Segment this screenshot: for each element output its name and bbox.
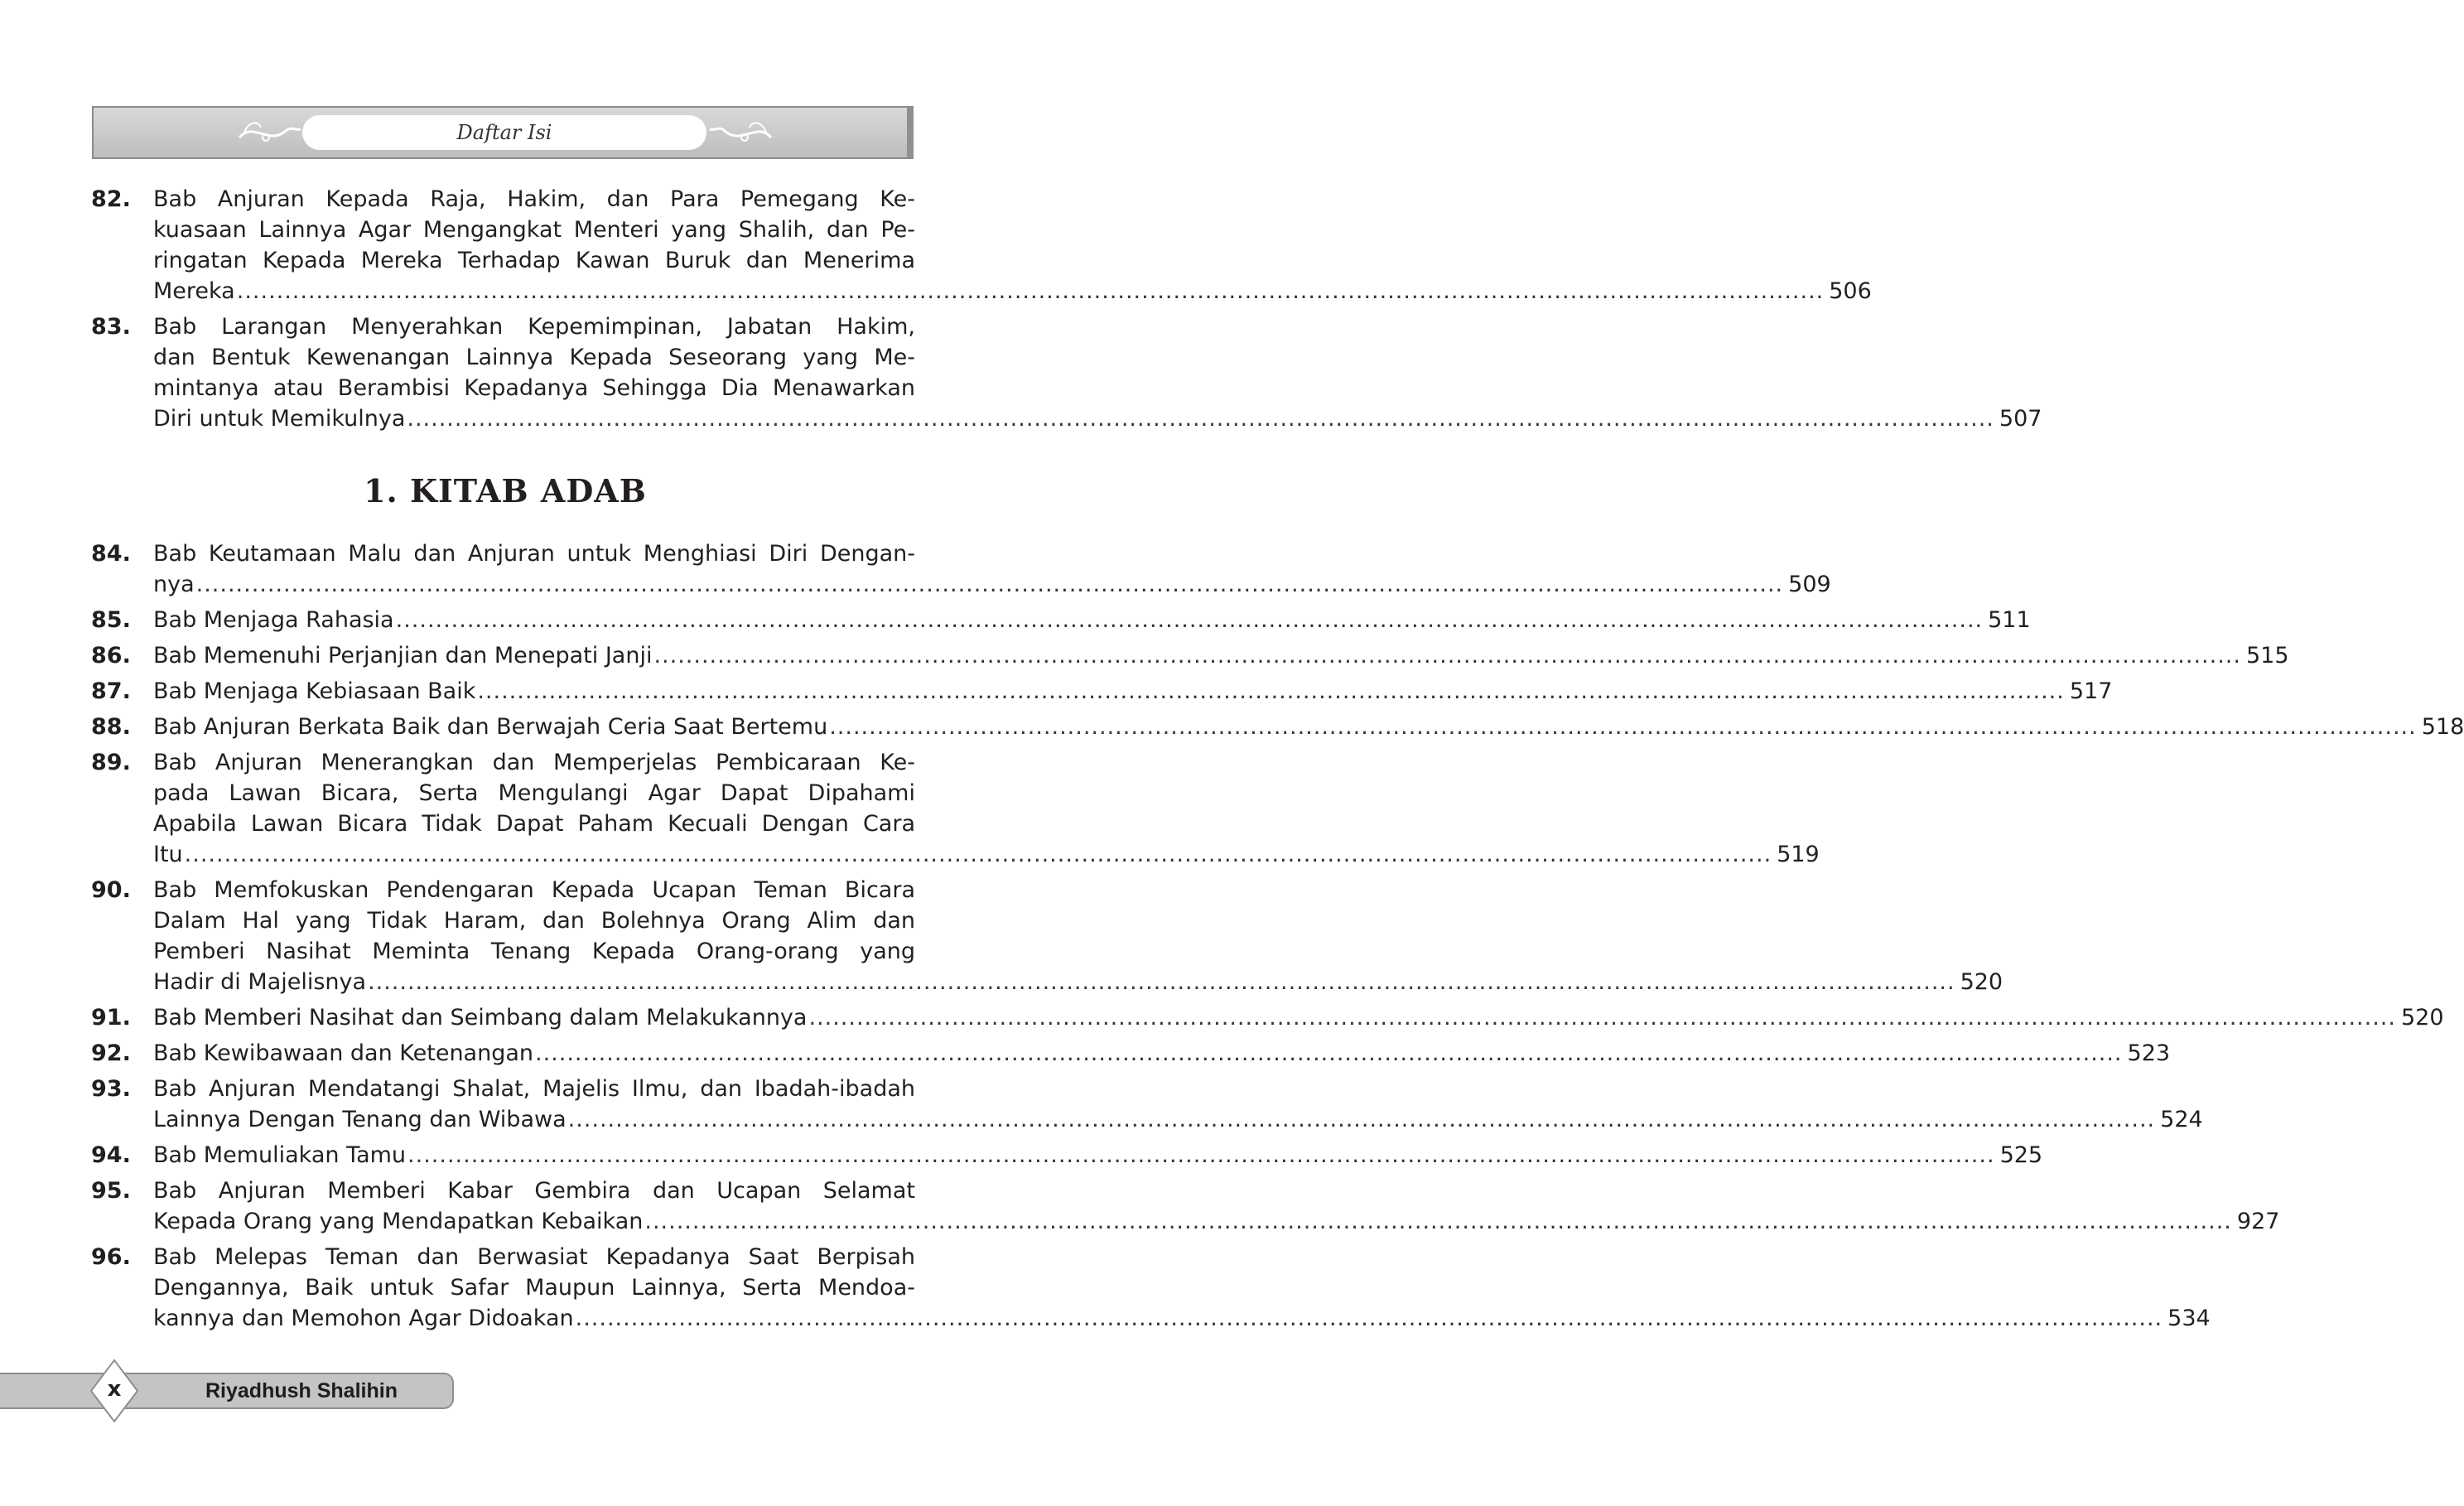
entry-line: Dalam Hal yang Tidak Haram, dan Bolehnya Orang Alim dan [153,908,915,934]
leader-dots: ........................................................................................................................................................................................................ [184,842,1772,867]
footer-page-number: x [107,1377,122,1402]
page-number: 534 [2167,1306,2211,1331]
entry-last-line: Itu [153,842,183,867]
entry-last-line: Hadir di Majelisnya [153,969,367,995]
entry-number: 82. [91,186,131,212]
entry-number: 86. [91,643,131,669]
leader-dots: ........................................................................................................................................................................................................ [395,607,1984,633]
leader-dots: ........................................................................................................................................................................................................ [368,969,1955,995]
entry-last-line: Bab Memenuhi Perjanjian dan Menepati Janji [153,643,653,669]
toc-entry[interactable] [91,712,2464,742]
page-number: 525 [1999,1142,2043,1168]
page-number: 507 [1999,406,2042,432]
toc-entry[interactable] [91,1002,2444,1033]
entry-last-line: Bab Menjaga Rahasia [153,607,394,633]
flourish-right-icon [708,113,774,152]
toc-entry[interactable] [91,1038,2171,1069]
entry-line: Apabila Lawan Bicara Tidak Dapat Paham Kecuali Dengan Cara [153,811,915,837]
entry-line: ringatan Kepada Mereka Terhadap Kawan Buruk dan Menerima [153,248,915,273]
footer-book-title: Riyadhush Shalihin [205,1379,398,1402]
page-number: 520 [1960,969,2004,995]
page-number: 511 [1988,607,2031,633]
entry-number: 91. [91,1005,131,1031]
leader-dots: ........................................................................................................................................................................................................ [407,406,1994,432]
page-number: 523 [2127,1040,2171,1066]
entry-line: mintanya atau Berambisi Kepadanya Sehingga Dia Menawarkan [153,375,915,401]
entry-number: 88. [91,714,131,740]
entry-last-line: Bab Menjaga Kebiasaan Baik [153,678,476,704]
entry-line: Bab Keutamaan Malu dan Anjuran untuk Menghiasi Diri Dengan- [153,541,915,567]
entry-number: 85. [91,607,131,633]
toc-block-1 [91,184,2042,439]
entry-last-line: kannya dan Memohon Agar Didoakan [153,1306,574,1331]
toc-block-2 [91,538,2464,1339]
entry-line: pada Lawan Bicara, Serta Mengulangi Agar Dapat Dipahami [153,780,915,806]
toc-entry[interactable] [91,1074,2203,1135]
entry-number: 84. [91,541,131,567]
entry-last-line: Bab Kewibawaan dan Ketenangan [153,1040,534,1066]
entry-number: 96. [91,1244,131,1270]
leader-dots: ........................................................................................................................................................................................................ [644,1209,2232,1234]
entry-last-line: Bab Memuliakan Tamu [153,1142,407,1168]
leader-dots: ........................................................................................................................................................................................................ [653,643,2241,669]
leader-dots: ........................................................................................................................................................................................................ [829,714,2417,740]
toc-entry[interactable] [91,311,2042,434]
toc-entry[interactable] [91,1140,2043,1171]
toc-entry[interactable] [91,640,2289,671]
section-title: 1. KITAB ADAB [364,472,647,509]
page-number: 515 [2245,643,2289,669]
toc-entry[interactable] [91,1242,2211,1334]
entry-line: Bab Anjuran Memberi Kabar Gembira dan Ucapan Selamat [153,1178,915,1204]
entry-last-line: Kepada Orang yang Mendapatkan Kebaikan [153,1209,644,1234]
toc-entry[interactable] [91,875,2004,997]
leader-dots: ........................................................................................................................................................................................................ [407,1142,1995,1168]
page-number: 519 [1777,842,1820,867]
entry-number: 90. [91,877,131,903]
toc-entry[interactable] [91,184,1872,307]
toc-entry[interactable] [91,747,1820,870]
page-number: 927 [2236,1209,2280,1234]
entry-number: 92. [91,1040,131,1066]
leader-dots: ........................................................................................................................................................................................................ [575,1306,2163,1331]
header-title: Daftar Isi [456,121,552,144]
entry-last-line: nya [153,572,195,597]
toc-entry[interactable] [91,538,1831,600]
leader-dots: ........................................................................................................................................................................................................ [567,1107,2156,1132]
entry-last-line: Diri untuk Memikulnya [153,406,406,432]
entry-line: Bab Anjuran Kepada Raja, Hakim, dan Para Pemegang Ke- [153,186,915,212]
flourish-left-icon [236,113,302,152]
entry-line: Bab Anjuran Menerangkan dan Memperjelas Pembicaraan Ke- [153,750,915,775]
entry-number: 83. [91,314,131,340]
entry-number: 93. [91,1076,131,1102]
page-number: 509 [1788,572,1831,597]
entry-line: Bab Melepas Teman dan Berwasiat Kepadanya Saat Berpisah [153,1244,915,1270]
entry-line: Bab Larangan Menyerahkan Kepemimpinan, Jabatan Hakim, [153,314,915,340]
entry-line: Pemberi Nasihat Meminta Tenang Kepada Orang-orang yang [153,939,915,964]
toc-entry[interactable] [91,676,2113,707]
leader-dots: ........................................................................................................................................................................................................ [477,678,2065,704]
page-number: 518 [2421,714,2464,740]
entry-number: 95. [91,1178,131,1204]
entry-line: Bab Anjuran Mendatangi Shalat, Majelis Ilmu, dan Ibadah-ibadah [153,1076,915,1102]
page-number: 524 [2160,1107,2203,1132]
entry-number: 87. [91,678,131,704]
page-number: 517 [2069,678,2113,704]
toc-entry[interactable] [91,1175,2280,1237]
entry-line: kuasaan Lainnya Agar Mengangkat Menteri yang Shalih, dan Pe- [153,217,915,243]
entry-number: 89. [91,750,131,775]
entry-last-line: Mereka [153,278,235,304]
entry-last-line: Lainnya Dengan Tenang dan Wibawa [153,1107,567,1132]
toc-entry[interactable] [91,605,2031,635]
entry-line: Dengannya, Baik untuk Safar Maupun Lainnya, Serta Mendoa- [153,1275,915,1301]
page-number: 506 [1829,278,1872,304]
leader-dots: ........................................................................................................................................................................................................ [535,1040,2123,1066]
entry-line: dan Bentuk Kewenangan Lainnya Kepada Seseorang yang Me- [153,345,915,370]
leader-dots: ........................................................................................................................................................................................................ [808,1005,2396,1031]
leader-dots: ........................................................................................................................................................................................................ [195,572,1784,597]
entry-line: Bab Memfokuskan Pendengaran Kepada Ucapan Teman Bicara [153,877,915,903]
page-number: 520 [2400,1005,2444,1031]
leader-dots: ........................................................................................................................................................................................................ [236,278,1825,304]
entry-last-line: Bab Memberi Nasihat dan Seimbang dalam Melakukannya [153,1005,808,1031]
entry-number: 94. [91,1142,131,1168]
entry-last-line: Bab Anjuran Berkata Baik dan Berwajah Ceria Saat Bertemu [153,714,828,740]
